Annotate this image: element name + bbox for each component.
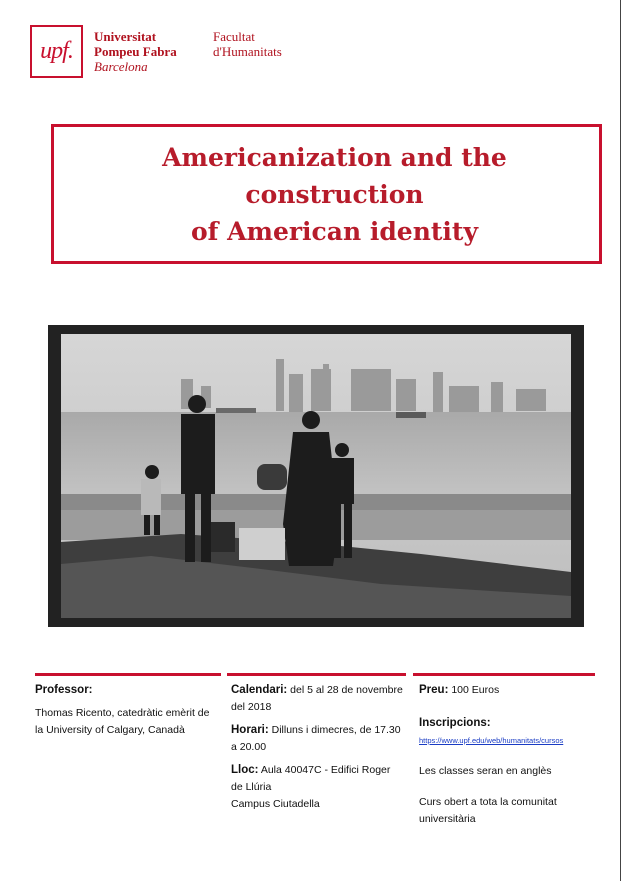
faculty-line2: d'Humanitats: [213, 44, 282, 59]
price-label: Preu:: [419, 684, 449, 696]
professor-name: Thomas Ricento, catedràtic emèrit de la University of Calgary, Canadà: [35, 707, 210, 736]
faculty-name: [213, 29, 282, 59]
page-edge-rule: [620, 0, 621, 881]
professor-column: [35, 682, 215, 739]
university-line2: Pompeu Fabra: [94, 44, 177, 59]
title-line1: Americanization and the construction: [162, 142, 507, 209]
professor-column-rule: [35, 673, 221, 676]
university-line1: Universitat: [94, 29, 157, 44]
title-line2: of American identity: [190, 216, 479, 246]
schedule-value: Dilluns i dimecres, de 17.30 a 20.00: [231, 724, 401, 753]
calendar-value: del 5 al 28 de novembre del 2018: [231, 684, 403, 713]
logo-text: upf.: [40, 38, 73, 64]
registration-column: [419, 682, 595, 828]
schedule-label: Horari:: [231, 724, 269, 736]
price-value: 100 Euros: [451, 684, 500, 696]
university-name: [94, 29, 177, 74]
registration-label: Inscripcions:: [419, 717, 491, 729]
title-box: [51, 124, 602, 264]
schedule-column: [231, 682, 403, 813]
open-course-note: Curs obert a tota la comunitat universitària: [419, 796, 557, 825]
photo-frame: [48, 325, 584, 627]
professor-label: Professor:: [35, 684, 93, 696]
university-city: Barcelona: [94, 59, 148, 74]
calendar-label: Calendari:: [231, 684, 288, 696]
place-value: Aula 40047C - Edifici Roger de Llúria: [231, 764, 391, 793]
faculty-line1: Facultat: [213, 29, 255, 44]
upf-logo: [30, 25, 83, 78]
language-note: Les classes seran en anglès: [419, 765, 552, 777]
place-label: Lloc:: [231, 764, 259, 776]
course-title: [70, 139, 599, 250]
immigrant-family-photo-icon: [61, 334, 571, 618]
schedule-column-rule: [227, 673, 406, 676]
campus: Campus Ciutadella: [231, 798, 320, 810]
registration-link[interactable]: https://www.upf.edu/web/humanitats/cursos: [419, 736, 564, 745]
registration-column-rule: [413, 673, 595, 676]
